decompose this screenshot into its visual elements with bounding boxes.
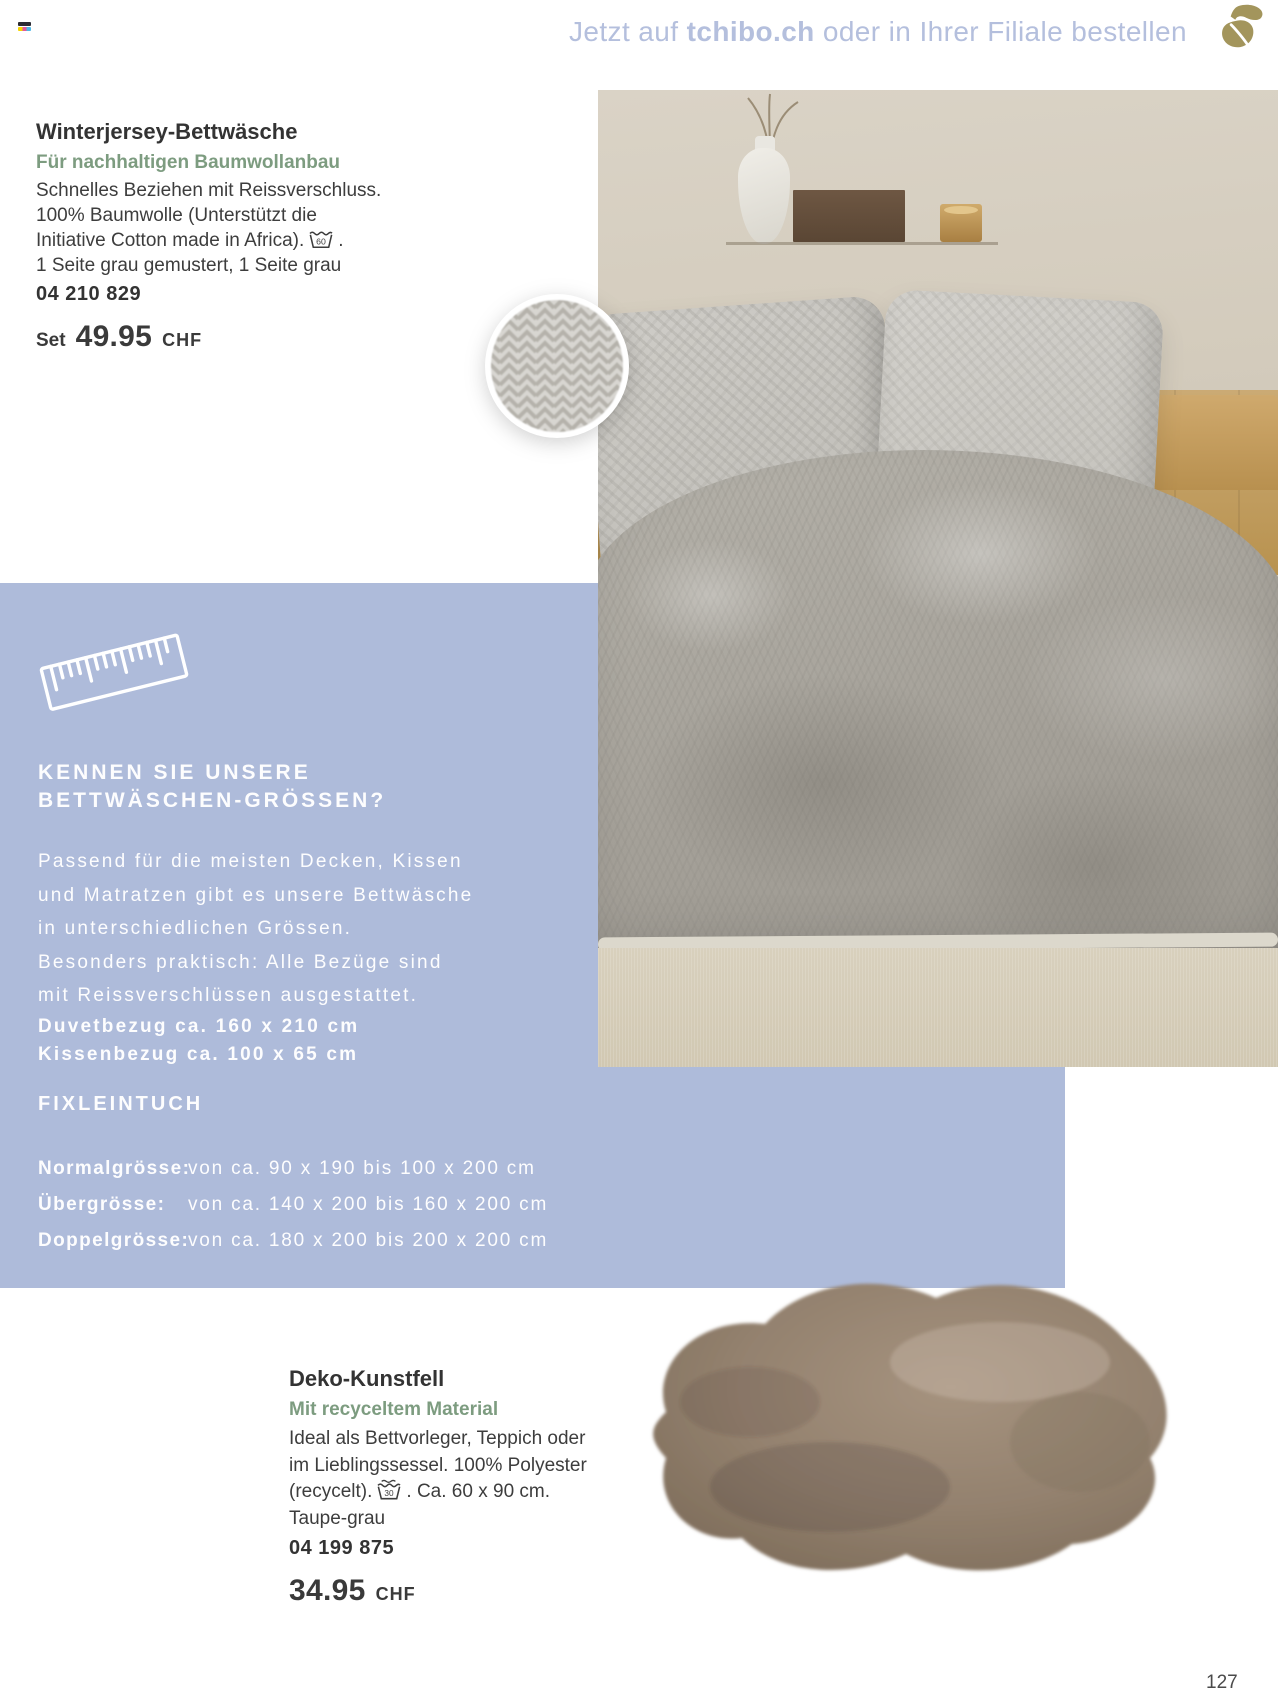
price-unit-label: Set	[36, 330, 66, 352]
photo-duvet	[598, 450, 1278, 970]
print-mark-black-bar	[18, 22, 31, 26]
size-label: Normalgrösse:	[38, 1158, 191, 1179]
paragraph-line: Besonders praktisch: Alle Bezüge sind	[38, 951, 443, 973]
fur-rug-photo	[580, 1252, 1200, 1597]
paragraph-line: in unterschiedlichen Grössen.	[38, 918, 353, 939]
product-description-line: 1 Seite grau gemustert, 1 Seite grau	[36, 254, 342, 276]
info-box-subheading: FIXLEINTUCH	[38, 1093, 204, 1115]
product-description-line: im Lieblingssessel. 100% Polyester	[289, 1454, 587, 1476]
header-text-prefix: Jetzt auf	[569, 16, 687, 47]
pillow-size-line: Kissenbezug ca. 100 x 65 cm	[38, 1043, 359, 1065]
wash-temp-value: 30	[384, 1489, 394, 1499]
fitted-sheet-size-table	[38, 1151, 548, 1259]
header-order-line	[569, 16, 1187, 48]
fabric-swatch	[482, 291, 632, 441]
paragraph-line: und Matratzen gibt es unsere Bettwäsche	[38, 884, 474, 906]
print-mark-color-bar	[18, 27, 31, 31]
tchibo-logo-icon	[1211, 4, 1267, 52]
ruler-icon	[30, 617, 200, 727]
product-description-text: . Ca. 60 x 90 cm.	[406, 1481, 551, 1502]
paragraph-line: Passend für die meisten Decken, Kissen	[38, 851, 463, 872]
product-subtitle: Mit recyceltem Material	[289, 1399, 499, 1420]
cover-sizes	[38, 1013, 359, 1068]
price-value: 34.95	[289, 1574, 366, 1607]
price-value: 49.95	[75, 320, 153, 354]
product-description-text: (recycelt).	[289, 1481, 373, 1502]
photo-candle	[940, 204, 982, 242]
wash-30-icon	[375, 1479, 403, 1501]
product-description-line	[36, 228, 516, 254]
product-title: Deko-Kunstfell	[289, 1366, 445, 1391]
info-box-heading-line: KENNEN SIE UNSERE	[38, 761, 311, 784]
product-description-line: Schnelles Beziehen mit Reissverschluss.	[36, 180, 382, 201]
header-text-suffix: oder in Ihrer Filiale bestellen	[814, 16, 1187, 47]
wash-temp-value: 60	[316, 236, 327, 247]
print-registration-mark	[18, 22, 31, 32]
info-box-paragraph	[38, 845, 473, 1013]
table-row	[38, 1187, 548, 1223]
product-description-line: Ideal als Bettvorleger, Teppich oder	[289, 1428, 586, 1449]
article-number: 04 199 875	[289, 1537, 395, 1559]
size-label: Übergrösse:	[38, 1194, 166, 1215]
paragraph-line: mit Reissverschlüssen ausgestattet.	[38, 985, 419, 1006]
photo-carpet	[598, 948, 1278, 1067]
photo-wood-board	[793, 190, 905, 242]
product-subtitle: Für nachhaltigen Baumwollanbau	[36, 152, 341, 173]
table-row	[38, 1151, 548, 1187]
price	[36, 320, 516, 354]
duvet-size-line: Duvetbezug ca. 160 x 210 cm	[38, 1016, 360, 1037]
size-value: von ca. 180 x 200 bis 200 x 200 cm	[188, 1230, 549, 1251]
article-number: 04 210 829	[36, 283, 142, 306]
table-row	[38, 1223, 548, 1259]
product-bedding-info	[36, 119, 516, 354]
info-box-heading	[38, 759, 386, 814]
size-value: von ca. 90 x 190 bis 100 x 200 cm	[188, 1158, 536, 1179]
size-label: Doppelgrösse:	[38, 1230, 190, 1251]
wash-60-icon	[307, 228, 335, 250]
header-tchibo-url: tchibo.ch	[686, 16, 815, 47]
bed-photo	[598, 90, 1278, 1067]
page-number: 127	[1206, 1672, 1238, 1693]
price-currency: CHF	[375, 1584, 416, 1604]
product-description-text: .	[338, 230, 344, 252]
size-value: von ca. 140 x 200 bis 160 x 200 cm	[188, 1194, 549, 1215]
product-title: Winterjersey-Bettwäsche	[36, 119, 298, 144]
photo-shelf-line	[726, 242, 998, 245]
product-description-text: Initiative Cotton made in Africa).	[36, 230, 305, 252]
info-box-heading-line: BETTWÄSCHEN-GRÖSSEN?	[38, 788, 387, 812]
price-currency: CHF	[162, 330, 203, 351]
product-description-line: 100% Baumwolle (Unterstützt die	[36, 204, 317, 226]
product-description-line: Taupe-grau	[289, 1507, 386, 1529]
